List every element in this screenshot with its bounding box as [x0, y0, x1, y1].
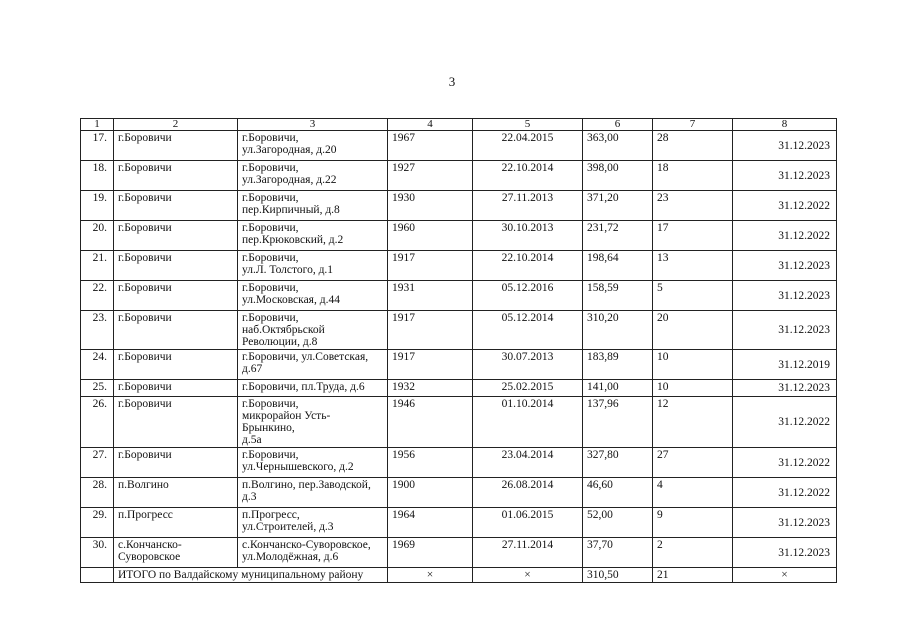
locality-cell: г.Боровичи	[114, 448, 238, 478]
address-line: г.Боровичи,	[242, 132, 299, 144]
table-total	[81, 568, 837, 583]
count-cell: 4	[653, 478, 733, 508]
address-line: с.Кончанско-Суворовское,	[242, 539, 371, 551]
term-cell: 31.12.2022	[733, 448, 837, 478]
table-row	[81, 380, 837, 397]
date-cell: 01.10.2014	[473, 397, 583, 448]
row-number: 30.	[81, 538, 114, 568]
row-number: 17.	[81, 131, 114, 161]
page-number: 3	[448, 74, 456, 89]
date-cell: 30.07.2013	[473, 350, 583, 380]
table-row	[81, 538, 837, 568]
locality-cell: г.Боровичи	[114, 350, 238, 380]
address-line: ул.Молодёжная, д.6	[242, 551, 339, 563]
address-cell	[238, 448, 388, 478]
address-line: г.Боровичи,	[242, 252, 299, 264]
column-header: 5	[473, 119, 583, 131]
address-line: ул.Строителей, д.3	[242, 521, 334, 533]
year-cell: 1960	[388, 221, 473, 251]
locality-cell: с.Кончанско-Суворовское	[114, 538, 238, 568]
term-cell: 31.12.2019	[733, 350, 837, 380]
term-cell: 31.12.2023	[733, 311, 837, 350]
year-cell: 1964	[388, 508, 473, 538]
address-cell	[238, 350, 388, 380]
row-number: 20.	[81, 221, 114, 251]
table-row	[81, 397, 837, 448]
address-line: п.Прогресс,	[242, 509, 300, 521]
area-cell: 371,20	[583, 191, 653, 221]
date-cell: 22.10.2014	[473, 161, 583, 191]
address-line: микрорайон Усть-Брынкино,	[242, 410, 331, 434]
address-line: пер.Кирпичный, д.8	[242, 204, 340, 216]
area-cell: 46,60	[583, 478, 653, 508]
address-line: г.Боровичи,	[242, 449, 299, 461]
table-row	[81, 191, 837, 221]
table-row	[81, 131, 837, 161]
date-cell: 26.08.2014	[473, 478, 583, 508]
area-cell: 363,00	[583, 131, 653, 161]
area-cell: 198,64	[583, 251, 653, 281]
term-cell: 31.12.2023	[733, 508, 837, 538]
locality-cell: п.Волгино	[114, 478, 238, 508]
address-cell	[238, 281, 388, 311]
date-cell: 23.04.2014	[473, 448, 583, 478]
column-header: 3	[238, 119, 388, 131]
date-cell: 05.12.2016	[473, 281, 583, 311]
term-cell: 31.12.2023	[733, 538, 837, 568]
address-line: ул.Чернышевского, д.2	[242, 461, 354, 473]
locality-cell: г.Боровичи	[114, 281, 238, 311]
count-cell: 23	[653, 191, 733, 221]
table-header	[81, 119, 837, 131]
term-cell: 31.12.2023	[733, 131, 837, 161]
table-row	[81, 448, 837, 478]
area-cell: 183,89	[583, 350, 653, 380]
area-cell: 37,70	[583, 538, 653, 568]
address-line: ул.Загородная, д.20	[242, 144, 337, 156]
row-number: 23.	[81, 311, 114, 350]
address-line: г.Боровичи,	[242, 398, 299, 410]
locality-cell: г.Боровичи	[114, 397, 238, 448]
address-line: г.Боровичи,	[242, 162, 299, 174]
term-cell: 31.12.2022	[733, 397, 837, 448]
area-cell: 141,00	[583, 380, 653, 397]
row-number: 25.	[81, 380, 114, 397]
term-cell: 31.12.2022	[733, 191, 837, 221]
locality-cell: п.Прогресс	[114, 508, 238, 538]
term-cell: 31.12.2023	[733, 161, 837, 191]
term-cell: 31.12.2022	[733, 478, 837, 508]
address-line: п.Волгино, пер.Заводской,	[242, 479, 371, 491]
address-cell	[238, 131, 388, 161]
locality-cell: г.Боровичи	[114, 380, 238, 397]
term-cell: 31.12.2022	[733, 221, 837, 251]
locality-cell: г.Боровичи	[114, 161, 238, 191]
table-row	[81, 281, 837, 311]
area-cell: 137,96	[583, 397, 653, 448]
address-line: г.Боровичи, ул.Советская,	[242, 351, 369, 363]
row-number: 26.	[81, 397, 114, 448]
row-number: 19.	[81, 191, 114, 221]
date-cell: 30.10.2013	[473, 221, 583, 251]
table-row	[81, 221, 837, 251]
count-cell: 10	[653, 380, 733, 397]
year-cell: 1917	[388, 350, 473, 380]
year-cell: 1946	[388, 397, 473, 448]
count-cell: 12	[653, 397, 733, 448]
area-cell: 231,72	[583, 221, 653, 251]
year-cell: 1917	[388, 311, 473, 350]
count-cell: 9	[653, 508, 733, 538]
address-line: г.Боровичи,	[242, 222, 299, 234]
count-cell: 17	[653, 221, 733, 251]
table-row	[81, 161, 837, 191]
total-term: ×	[733, 568, 837, 583]
address-line: ул.Л. Толстого, д.1	[242, 264, 334, 276]
total-year: ×	[388, 568, 473, 583]
table-row	[81, 251, 837, 281]
area-cell: 310,20	[583, 311, 653, 350]
count-cell: 28	[653, 131, 733, 161]
address-cell	[238, 397, 388, 448]
table-row	[81, 508, 837, 538]
column-header: 6	[583, 119, 653, 131]
date-cell: 27.11.2013	[473, 191, 583, 221]
count-cell: 20	[653, 311, 733, 350]
address-line: д.67	[242, 363, 263, 375]
area-cell: 158,59	[583, 281, 653, 311]
address-line: г.Боровичи,	[242, 192, 299, 204]
address-cell	[238, 311, 388, 350]
total-empty-cell	[81, 568, 114, 583]
column-header: 2	[114, 119, 238, 131]
year-cell: 1927	[388, 161, 473, 191]
column-header: 7	[653, 119, 733, 131]
row-number: 29.	[81, 508, 114, 538]
year-cell: 1969	[388, 538, 473, 568]
row-number: 21.	[81, 251, 114, 281]
address-cell	[238, 538, 388, 568]
term-cell: 31.12.2023	[733, 251, 837, 281]
address-line: Революции, д.8	[242, 336, 318, 348]
term-cell: 31.12.2023	[733, 281, 837, 311]
address-cell	[238, 478, 388, 508]
row-number: 28.	[81, 478, 114, 508]
address-line: ул.Загородная, д.22	[242, 174, 337, 186]
address-line: г.Боровичи, наб.Октябрьской	[242, 312, 325, 336]
address-line: г.Боровичи,	[242, 282, 299, 294]
column-header: 1	[81, 119, 114, 131]
locality-cell: г.Боровичи	[114, 131, 238, 161]
locality-cell: г.Боровичи	[114, 191, 238, 221]
date-cell: 05.12.2014	[473, 311, 583, 350]
table-row	[81, 311, 837, 350]
locality-cell: г.Боровичи	[114, 311, 238, 350]
address-line: г.Боровичи, пл.Труда, д.6	[242, 381, 365, 393]
row-number: 27.	[81, 448, 114, 478]
table-row	[81, 478, 837, 508]
address-cell	[238, 251, 388, 281]
total-label: ИТОГО по Валдайскому муниципальному району	[114, 568, 388, 583]
address-cell	[238, 221, 388, 251]
locality-cell: г.Боровичи	[114, 251, 238, 281]
address-line: ул.Московская, д.44	[242, 294, 340, 306]
count-cell: 5	[653, 281, 733, 311]
row-number: 22.	[81, 281, 114, 311]
year-cell: 1967	[388, 131, 473, 161]
date-cell: 22.10.2014	[473, 251, 583, 281]
total-row	[81, 568, 837, 583]
date-cell: 01.06.2015	[473, 508, 583, 538]
year-cell: 1900	[388, 478, 473, 508]
count-cell: 27	[653, 448, 733, 478]
year-cell: 1956	[388, 448, 473, 478]
area-cell: 398,00	[583, 161, 653, 191]
address-line: д.3	[242, 491, 257, 503]
area-cell: 52,00	[583, 508, 653, 538]
column-header: 8	[733, 119, 837, 131]
row-number: 24.	[81, 350, 114, 380]
locality-cell: г.Боровичи	[114, 221, 238, 251]
date-cell: 25.02.2015	[473, 380, 583, 397]
date-cell: 27.11.2014	[473, 538, 583, 568]
area-cell: 327,80	[583, 448, 653, 478]
column-header: 4	[388, 119, 473, 131]
total-date: ×	[473, 568, 583, 583]
year-cell: 1930	[388, 191, 473, 221]
address-cell	[238, 161, 388, 191]
address-line: пер.Крюковский, д.2	[242, 234, 344, 246]
address-cell	[238, 191, 388, 221]
year-cell: 1917	[388, 251, 473, 281]
total-area: 310,50	[583, 568, 653, 583]
table-body	[81, 131, 837, 568]
address-cell	[238, 508, 388, 538]
total-count: 21	[653, 568, 733, 583]
address-cell	[238, 380, 388, 397]
count-cell: 18	[653, 161, 733, 191]
count-cell: 10	[653, 350, 733, 380]
table-row	[81, 350, 837, 380]
count-cell: 13	[653, 251, 733, 281]
count-cell: 2	[653, 538, 733, 568]
row-number: 18.	[81, 161, 114, 191]
address-line: д.5а	[242, 434, 262, 446]
year-cell: 1931	[388, 281, 473, 311]
housing-register-table	[80, 118, 837, 583]
date-cell: 22.04.2015	[473, 131, 583, 161]
term-cell: 31.12.2023	[733, 380, 837, 397]
year-cell: 1932	[388, 380, 473, 397]
